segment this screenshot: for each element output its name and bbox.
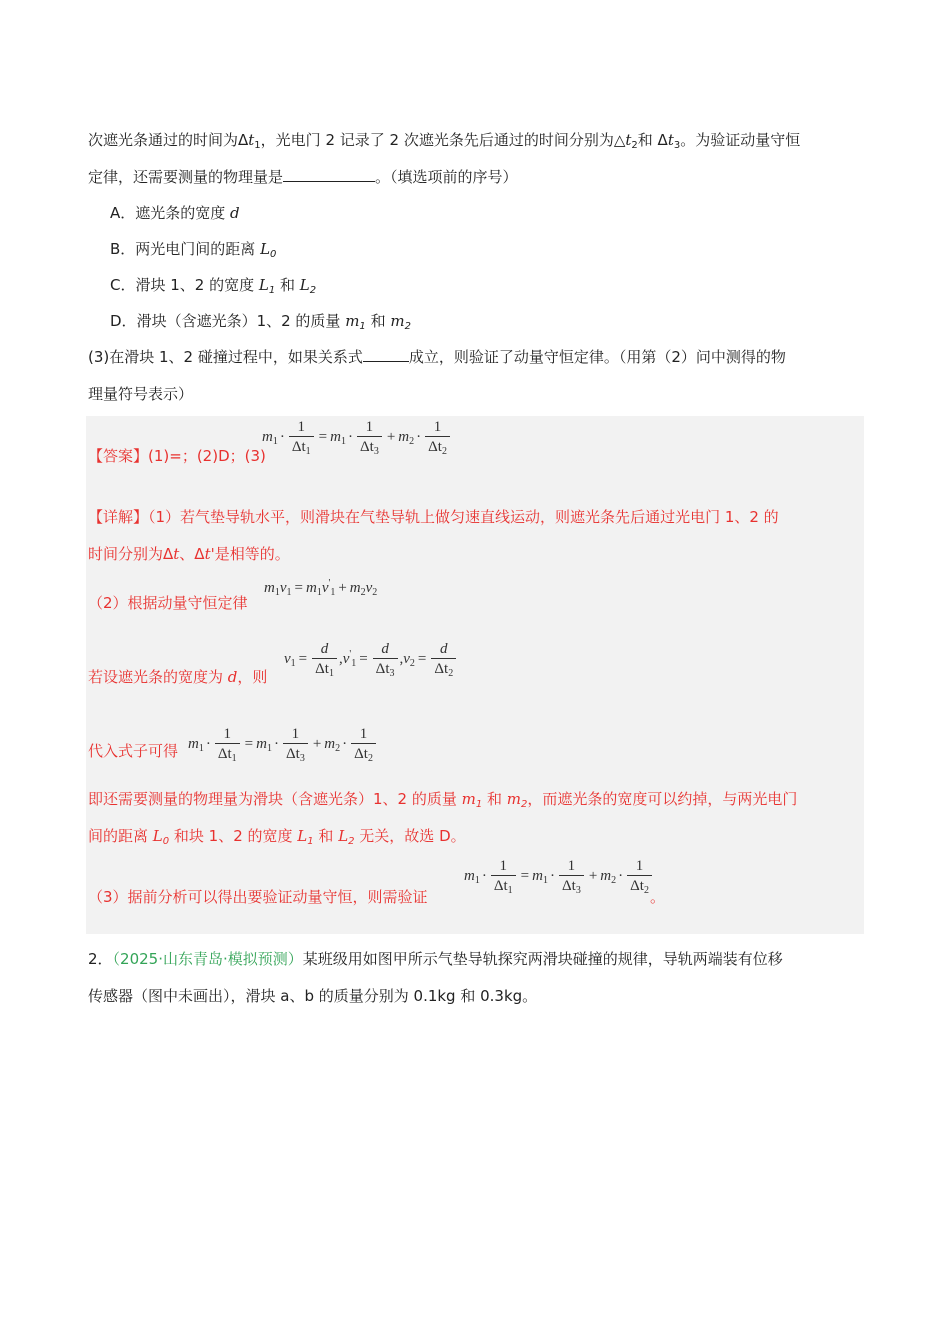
subscript: 2 — [631, 140, 638, 151]
sym-m: m — [349, 580, 361, 596]
numerator: 1 — [223, 726, 231, 742]
answer-blank — [283, 167, 375, 182]
subscript: 1 — [274, 587, 280, 598]
subscript: 1 — [286, 587, 292, 598]
formula-momentum — [264, 580, 377, 597]
subscript: 1 — [272, 435, 278, 447]
var-l: L — [338, 827, 349, 845]
text-segment: ，光电门 2 记录了 2 次遮光条先后通过的时间分别为△ — [260, 131, 626, 149]
denominator — [351, 743, 376, 764]
numerator: 1 — [433, 419, 442, 435]
sym-plus: + — [386, 428, 396, 445]
question-2-line-1 — [88, 949, 864, 969]
sym-delta-t: Δt — [291, 439, 306, 455]
sym-delta-t: Δt — [354, 746, 368, 762]
fraction — [312, 640, 337, 679]
subscript: 2 — [348, 836, 355, 847]
sym-delta-t: Δt — [561, 878, 576, 894]
fraction — [289, 418, 314, 457]
text-segment: 代入式子可得 — [88, 742, 179, 760]
sym-m: m — [188, 735, 199, 752]
question-source: （2025·山东青岛·模拟预测） — [112, 950, 303, 968]
var-l: L — [297, 827, 308, 845]
text-segment: 。（填选项前的序号） — [375, 168, 518, 186]
formula-answer — [262, 418, 452, 457]
sym-dot: · — [549, 867, 555, 884]
option-d — [110, 311, 886, 331]
denominator — [289, 436, 314, 457]
option-letter: C． — [110, 276, 136, 294]
text-segment: （3）据前分析可以得出要验证动量守恒，则需验证 — [88, 888, 428, 906]
detail-line-6 — [88, 789, 864, 809]
formula-velocities — [284, 640, 458, 679]
detail-line-4 — [88, 667, 864, 687]
subscript: 1 — [266, 742, 272, 754]
text-segment: 定律，还需要测量的物理量是 — [88, 168, 284, 186]
var: d — [230, 204, 240, 222]
answer-blank — [363, 347, 409, 362]
sym-comma: , — [338, 650, 343, 667]
subscript: 3 — [575, 885, 581, 896]
subscript: 1 — [268, 285, 276, 296]
sym-delta-t: Δt — [359, 439, 374, 455]
subscript: 2 — [611, 874, 617, 886]
subscript: 1 — [307, 836, 314, 847]
detail-line-2 — [88, 544, 864, 564]
sym-m: m — [324, 735, 336, 752]
subscript: 2 — [335, 742, 341, 754]
numerator: d — [320, 641, 329, 657]
sym-m: m — [264, 580, 275, 596]
subscript: 1 — [231, 753, 237, 764]
var: m — [345, 312, 360, 330]
sym-v: v — [342, 650, 350, 667]
subscript: 2 — [448, 668, 454, 679]
text-segment: 即还需要测量的物理量为滑块（含遮光条）1、2 的质量 — [88, 790, 462, 808]
subscript: 2 — [367, 753, 373, 764]
fraction — [425, 418, 450, 457]
sym-equals: = — [318, 428, 328, 445]
denominator — [491, 875, 516, 896]
text-segment: （2）根据动量守恒定律 — [88, 594, 248, 612]
option-a — [110, 203, 886, 223]
text-segment: 无关，故选 D。 — [354, 827, 466, 845]
sym-dot: · — [205, 735, 211, 752]
sym-comma: , — [399, 650, 404, 667]
var-t: t — [173, 545, 180, 563]
sym-m: m — [305, 580, 317, 596]
sym-plus: + — [588, 867, 598, 884]
numerator: 1 — [365, 419, 374, 435]
denominator — [283, 743, 308, 764]
numerator: d — [440, 641, 448, 657]
subscript: 1 — [507, 885, 513, 896]
option-text: 滑块（含遮光条）1、2 的质量 — [136, 312, 346, 330]
sym-delta-t: Δt — [493, 878, 508, 894]
sym-equals: = — [417, 650, 427, 667]
denominator — [431, 658, 456, 679]
subscript: 1 — [359, 321, 366, 332]
text-segment: 。为验证动量守恒 — [680, 131, 801, 149]
fraction — [491, 857, 516, 896]
subscript: 2 — [404, 321, 411, 332]
text-segment: 若设遮光条的宽度为 — [88, 668, 228, 686]
sym-delta-t: Δt — [630, 878, 644, 894]
denominator — [215, 743, 240, 764]
subscript: 2 — [643, 885, 649, 896]
var: L — [299, 276, 310, 294]
option-text: 两光电门间的距离 — [135, 240, 261, 258]
sym-v: v — [365, 580, 373, 596]
subscript: 2 — [309, 285, 317, 296]
sym-dot: · — [618, 867, 624, 884]
denominator — [373, 658, 398, 679]
q3-line-1 — [88, 347, 864, 367]
sym-v: v — [321, 580, 329, 596]
subscript: 1 — [330, 587, 336, 598]
fraction — [351, 725, 376, 764]
subscript: 0 — [162, 836, 170, 847]
subscript: 3 — [389, 668, 395, 679]
subscript: 3 — [299, 753, 305, 764]
text-segment: 间的距离 — [88, 827, 153, 845]
subscript: 2 — [409, 657, 415, 669]
sym-equals: = — [520, 867, 530, 884]
text-segment: 和块 1、2 的宽度 — [169, 827, 298, 845]
formula-substituted — [188, 725, 378, 764]
option-letter: B． — [110, 240, 136, 258]
sym-equals: = — [244, 735, 254, 752]
fraction — [431, 640, 456, 679]
subscript: 2 — [441, 446, 447, 457]
subscript: 1 — [254, 140, 261, 151]
var-t: t — [625, 131, 632, 149]
subscript: 3 — [373, 446, 379, 457]
denominator — [425, 436, 450, 457]
text-segment: 成立，则验证了动量守恒定律。（用第（2）问中测得的物 — [408, 348, 786, 366]
subscript: 1 — [351, 657, 357, 669]
sym-m: m — [256, 735, 267, 752]
option-letter: A． — [110, 204, 136, 222]
fraction — [283, 725, 308, 764]
text-segment: 某班级用如图甲所示气垫导轨探究两滑块碰撞的规律，导轨两端装有位移 — [302, 950, 783, 968]
text-segment: ，则 — [237, 668, 268, 686]
option-b — [110, 239, 886, 259]
sym-equals: = — [298, 650, 308, 667]
denominator — [357, 436, 382, 457]
detail-line-7 — [88, 826, 864, 846]
numerator: 1 — [499, 858, 507, 874]
sym-dot: · — [347, 428, 353, 445]
var-m: m — [461, 790, 476, 808]
answer-label: 【答案】 — [88, 447, 149, 465]
var-d: d — [227, 668, 238, 686]
sym-v: v — [284, 650, 291, 667]
sym-plus: + — [312, 735, 322, 752]
var-t: t — [248, 131, 255, 149]
text-segment: 。 — [650, 888, 666, 906]
subscript: 1 — [340, 435, 346, 447]
subscript: 1 — [316, 587, 322, 598]
numerator: d — [381, 641, 389, 657]
subscript: 1 — [475, 799, 483, 810]
numerator: 1 — [359, 726, 368, 742]
answer-line — [88, 446, 864, 466]
detail-period — [650, 887, 680, 907]
subscript: 1 — [290, 657, 296, 669]
detail-line-1 — [88, 507, 864, 527]
option-text: 和 — [275, 276, 300, 294]
question-number: 2． — [88, 950, 113, 968]
denominator — [627, 875, 652, 896]
var: L — [258, 276, 269, 294]
numerator: 1 — [635, 858, 644, 874]
option-text: 滑块 1、2 的宽度 — [135, 276, 259, 294]
sym-m: m — [262, 428, 273, 445]
sym-m: m — [330, 428, 341, 445]
fraction — [357, 418, 382, 457]
subscript: 1 — [542, 874, 548, 886]
sym-delta-t: Δt — [434, 661, 449, 677]
denominator — [312, 658, 337, 679]
subscript: 1 — [198, 742, 204, 754]
question-line-2 — [88, 167, 864, 187]
option-text: 和 — [365, 312, 391, 330]
sym-m: m — [398, 428, 410, 445]
subscript: 2 — [360, 587, 366, 598]
subscript: 3 — [673, 140, 681, 151]
denominator — [559, 875, 584, 896]
numerator: 1 — [567, 858, 576, 874]
sym-plus: + — [338, 580, 347, 596]
text-segment: ，而遮光条的宽度可以约掉，与两光电门 — [527, 790, 798, 808]
text-segment: 和 Δ — [637, 131, 668, 149]
text-segment: (3)在滑块 1、2 碰撞过程中，如果关系式 — [88, 348, 363, 366]
sym-v: v — [403, 650, 410, 667]
text-segment: 、Δ — [179, 545, 205, 563]
fraction — [559, 857, 584, 896]
detail-line-3 — [88, 593, 864, 613]
option-text: 遮光条的宽度 — [135, 204, 231, 222]
sym-dot: · — [481, 867, 487, 884]
sym-equals: = — [294, 580, 303, 596]
numerator: 1 — [297, 419, 305, 435]
sym-v: v — [279, 580, 287, 596]
var-l: L — [152, 827, 163, 845]
fraction — [215, 725, 240, 764]
detail-label: 【详解】 — [88, 508, 149, 526]
sym-delta-t: Δt — [428, 439, 442, 455]
option-letter: D． — [110, 312, 137, 330]
sym-delta-t: Δt — [375, 661, 390, 677]
var-t-prime: t' — [204, 545, 215, 563]
subscript: 2 — [521, 799, 528, 810]
subscript: 1 — [474, 874, 480, 886]
text-segment: 和 — [313, 827, 339, 845]
option-c — [110, 275, 886, 295]
sym-dot: · — [342, 735, 348, 752]
subscript: 0 — [270, 249, 277, 260]
var: L — [260, 240, 271, 258]
text-segment: 次遮光条通过的时间为Δ — [88, 131, 249, 149]
sym-dot: · — [279, 428, 285, 445]
sym-m: m — [600, 867, 612, 884]
subscript: 2 — [372, 587, 378, 598]
var-m: m — [506, 790, 522, 808]
numerator: 1 — [291, 726, 300, 742]
prime: ' — [349, 648, 352, 660]
var-t: t — [667, 131, 674, 149]
text-segment: （1）若气垫导轨水平，则滑块在气垫导轨上做匀速直线运动，则遮光条先后通过光电门 1、2 的 — [148, 508, 779, 526]
subscript: 1 — [305, 446, 311, 457]
q3-line-2 — [88, 384, 864, 404]
question-2-line-2 — [88, 986, 864, 1006]
sym-m: m — [464, 867, 475, 884]
subscript: 2 — [409, 435, 415, 447]
sym-dot: · — [273, 735, 279, 752]
text-segment: 理量符号表示） — [88, 385, 194, 403]
fraction — [627, 857, 652, 896]
question-line-1 — [88, 130, 864, 150]
text-segment: 传感器（图中未画出），滑块 a、b 的质量分别为 0.1kg 和 0.3kg。 — [88, 987, 538, 1005]
sym-delta-t: Δt — [285, 746, 300, 762]
text-segment: 和 — [482, 790, 507, 808]
sym-m: m — [532, 867, 543, 884]
sym-delta-t: Δt — [315, 661, 329, 677]
answer-text: (1)=；(2)D；(3) — [148, 447, 266, 465]
text-segment: 时间分别为Δ — [88, 545, 174, 563]
formula-final — [464, 857, 654, 896]
sym-delta-t: Δt — [217, 746, 232, 762]
sym-equals: = — [359, 650, 368, 667]
text-segment: 是相等的。 — [214, 545, 290, 563]
prime: ' — [328, 578, 331, 589]
fraction — [373, 640, 398, 679]
var: m — [390, 312, 405, 330]
sym-dot: · — [416, 428, 422, 445]
subscript: 1 — [328, 668, 334, 679]
